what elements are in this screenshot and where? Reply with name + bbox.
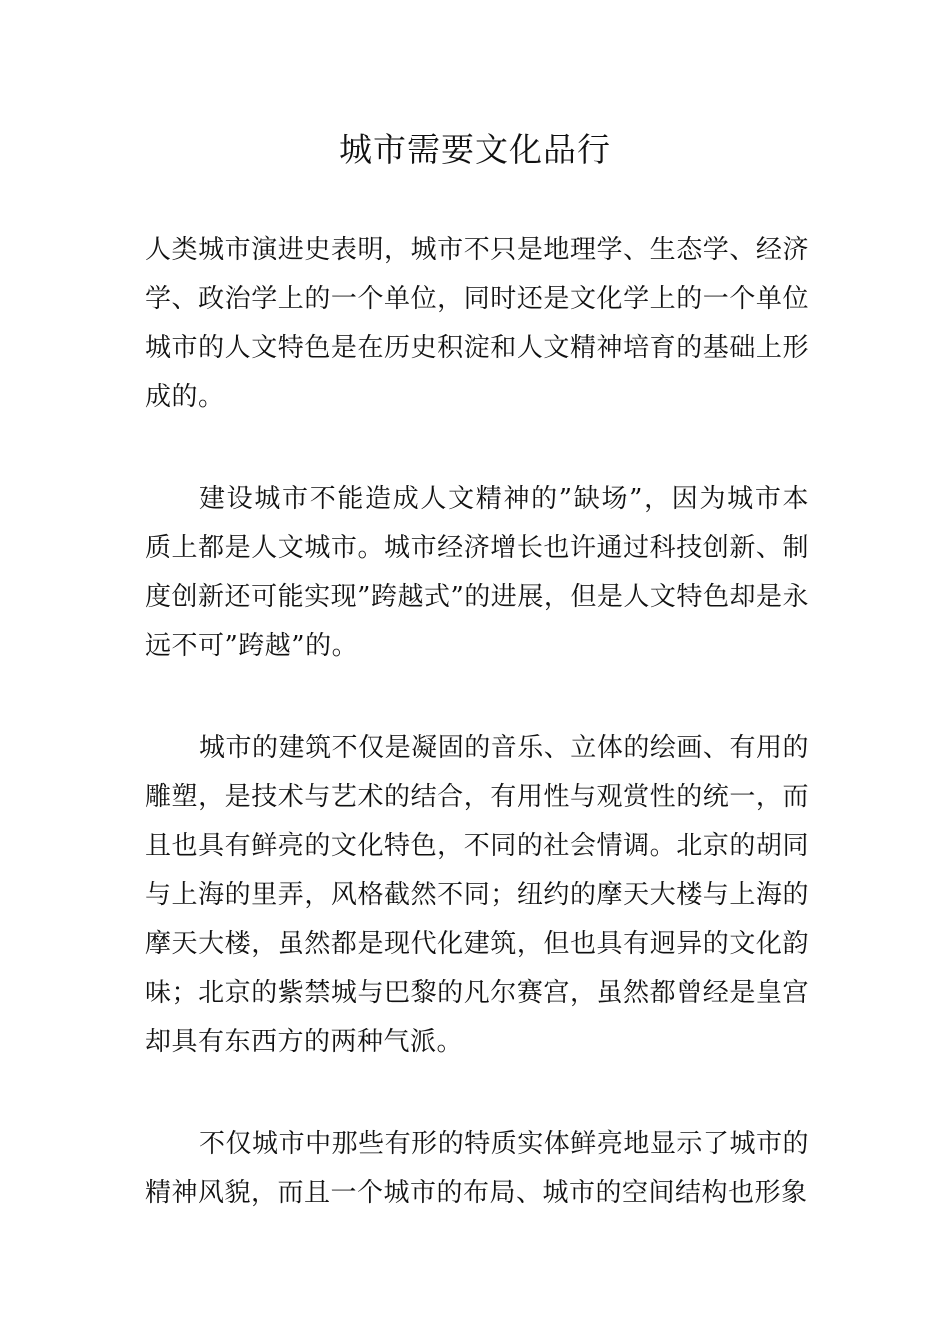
document-title: 城市需要文化品行 [339,130,611,169]
paragraph-2: 建设城市不能造成人文精神的”缺场”，因为城市本质上都是人文城市。城市经济增长也许通过科技创新、制度创新还可能实现”跨越式”的进展，但是人文特色却是永远不可”跨越”的。 [145,484,809,661]
paragraph-4: 不仅城市中那些有形的特质实体鲜亮地显示了城市的精神风貌，而且一个城市的布局、城市的空间结构也形象 [145,1129,809,1208]
paragraph-1: 人类城市演进史表明，城市不只是地理学、生态学、经济学、政治学上的一个单位，同时还是文化学上的一个单位城市的人文特色是在历史积淀和人文精神培育的基础上形成的。 [145,235,809,412]
document-body [145,226,809,1271]
paragraph-3: 城市的建筑不仅是凝固的音乐、立体的绘画、有用的雕塑，是技术与艺术的结合，有用性与观赏性的统一，而且也具有鲜亮的文化特色，不同的社会情调。北京的胡同与上海的里弄，风格截然不同；纽约的摩天大楼与上海的摩天大楼，虽然都是现代化建筑，但也具有迥异的文化韵味；北京的紫禁城与巴黎的凡尔赛宫，虽然都曾经是皇宫却具有东西方的两种气派。 [145,733,809,1057]
